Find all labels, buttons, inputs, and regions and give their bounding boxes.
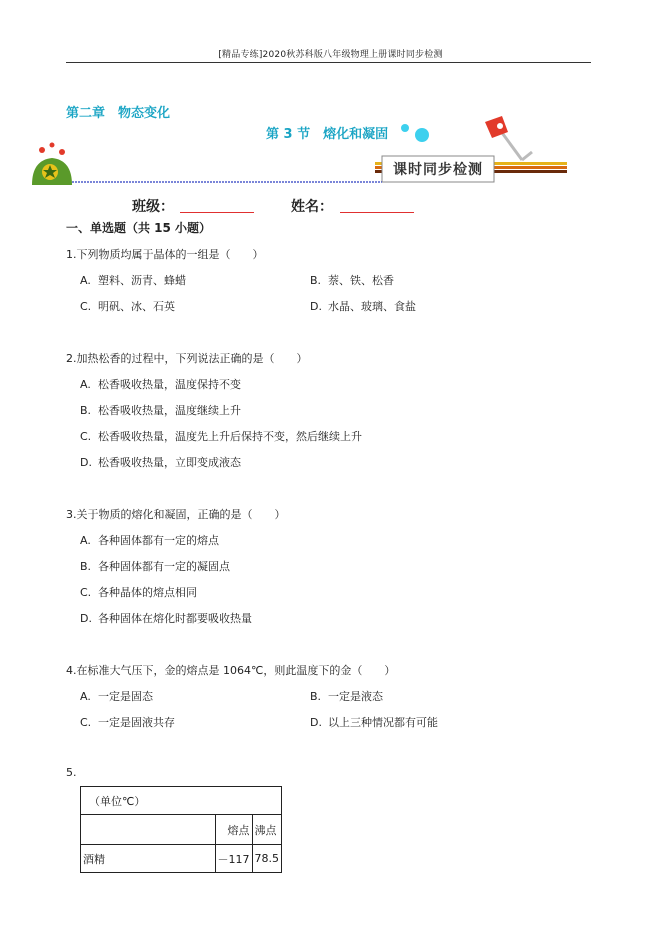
table-row	[81, 845, 282, 873]
table-cell-boiling: 78.5	[252, 845, 282, 873]
option-text: 水晶、玻璃、食盐	[328, 300, 416, 313]
option-text: 各种晶体的熔点相同	[98, 586, 197, 599]
table-cell-melting: －117	[215, 845, 252, 873]
option-key: C.	[80, 716, 92, 729]
question-4-option-b[interactable]	[310, 688, 383, 704]
question-1-stem: 1.下列物质均属于晶体的一组是（ ）	[66, 248, 264, 261]
option-key: D.	[80, 456, 92, 469]
name-blank[interactable]	[340, 212, 414, 213]
class-label: 班级：	[132, 199, 174, 215]
part-heading: 一、单选题（共 15 小题）	[66, 221, 212, 235]
option-text: 以上三种情况都有可能	[328, 716, 438, 729]
question-2-option-b[interactable]	[80, 402, 241, 418]
bubble-large	[415, 128, 429, 142]
question-4-stem: 4.在标准大气压下，金的熔点是 1064℃，则此温度下的金（ ）	[66, 664, 396, 677]
running-header: [精品专练]2020秋苏科版八年级物理上册课时同步检测	[218, 50, 443, 60]
option-text: 一定是液态	[328, 690, 383, 703]
option-key: A.	[80, 378, 91, 391]
class-blank[interactable]	[180, 212, 254, 213]
name-label: 姓名：	[291, 199, 333, 215]
chapter-title: 第二章 物态变化	[66, 106, 171, 121]
question-2-option-c[interactable]	[80, 428, 362, 444]
table-unit: （单位℃）	[81, 787, 282, 815]
question-2-stem: 2.加热松香的过程中，下列说法正确的是（ ）	[66, 352, 308, 365]
option-key: A.	[80, 534, 91, 547]
section-title: 第 3 节 熔化和凝固	[266, 127, 389, 142]
banner-label: 课时同步检测	[393, 162, 483, 178]
question-2-option-d[interactable]	[80, 454, 241, 470]
bubble-small	[401, 124, 409, 132]
table-cell-name: 酒精	[81, 845, 216, 873]
question-3-option-a[interactable]	[80, 532, 219, 548]
student-info-row	[0, 196, 661, 218]
option-key: C.	[80, 300, 92, 313]
question-1-option-b[interactable]	[310, 272, 394, 288]
option-text: 松香吸收热量，立即变成液态	[98, 456, 241, 469]
option-key: A.	[80, 690, 91, 703]
question-1-option-d[interactable]	[310, 298, 416, 314]
question-3-option-b[interactable]	[80, 558, 230, 574]
option-key: B.	[310, 274, 322, 287]
option-text: 明矾、冰、石英	[98, 300, 175, 313]
option-key: B.	[310, 690, 322, 703]
option-text: 塑料、沥青、蜂蜡	[98, 274, 186, 287]
option-key: D.	[80, 612, 92, 625]
table-header-blank	[81, 815, 216, 845]
table-header-boiling: 沸点	[252, 815, 282, 845]
option-text: 松香吸收热量，温度继续上升	[98, 404, 241, 417]
question-4-option-d[interactable]	[310, 714, 438, 730]
option-text: 松香吸收热量，温度保持不变	[98, 378, 241, 391]
option-text: 各种固体在熔化时都要吸收热量	[98, 612, 252, 625]
option-text: 各种固体都有一定的熔点	[98, 534, 219, 547]
option-key: C.	[80, 586, 92, 599]
option-text: 各种固体都有一定的凝固点	[98, 560, 230, 573]
question-4-option-a[interactable]	[80, 688, 153, 704]
question-5-stem: 5.	[66, 766, 77, 779]
star-badge-icon	[32, 143, 72, 186]
desk-lamp-icon	[485, 116, 532, 160]
table-header-row	[81, 815, 282, 845]
header-rule	[66, 62, 591, 63]
question-2-option-a[interactable]	[80, 376, 241, 392]
option-text: 松香吸收热量，温度先上升后保持不变，然后继续上升	[98, 430, 362, 443]
table-header-melting: 熔点	[215, 815, 252, 845]
option-key: C.	[80, 430, 92, 443]
option-key: A.	[80, 274, 91, 287]
question-4-option-c[interactable]	[80, 714, 175, 730]
data-table	[80, 786, 282, 873]
option-text: 一定是固液共存	[98, 716, 175, 729]
option-text: 一定是固态	[98, 690, 153, 703]
question-1-option-a[interactable]	[80, 272, 186, 288]
option-text: 萘、铁、松香	[328, 274, 394, 287]
question-3-option-c[interactable]	[80, 584, 197, 600]
question-3-option-d[interactable]	[80, 610, 252, 626]
question-1-option-c[interactable]	[80, 298, 175, 314]
option-key: D.	[310, 300, 322, 313]
question-3-stem: 3.关于物质的熔化和凝固，正确的是（ ）	[66, 508, 286, 521]
option-key: B.	[80, 404, 92, 417]
option-key: B.	[80, 560, 92, 573]
option-key: D.	[310, 716, 322, 729]
table-unit-row	[81, 787, 282, 815]
